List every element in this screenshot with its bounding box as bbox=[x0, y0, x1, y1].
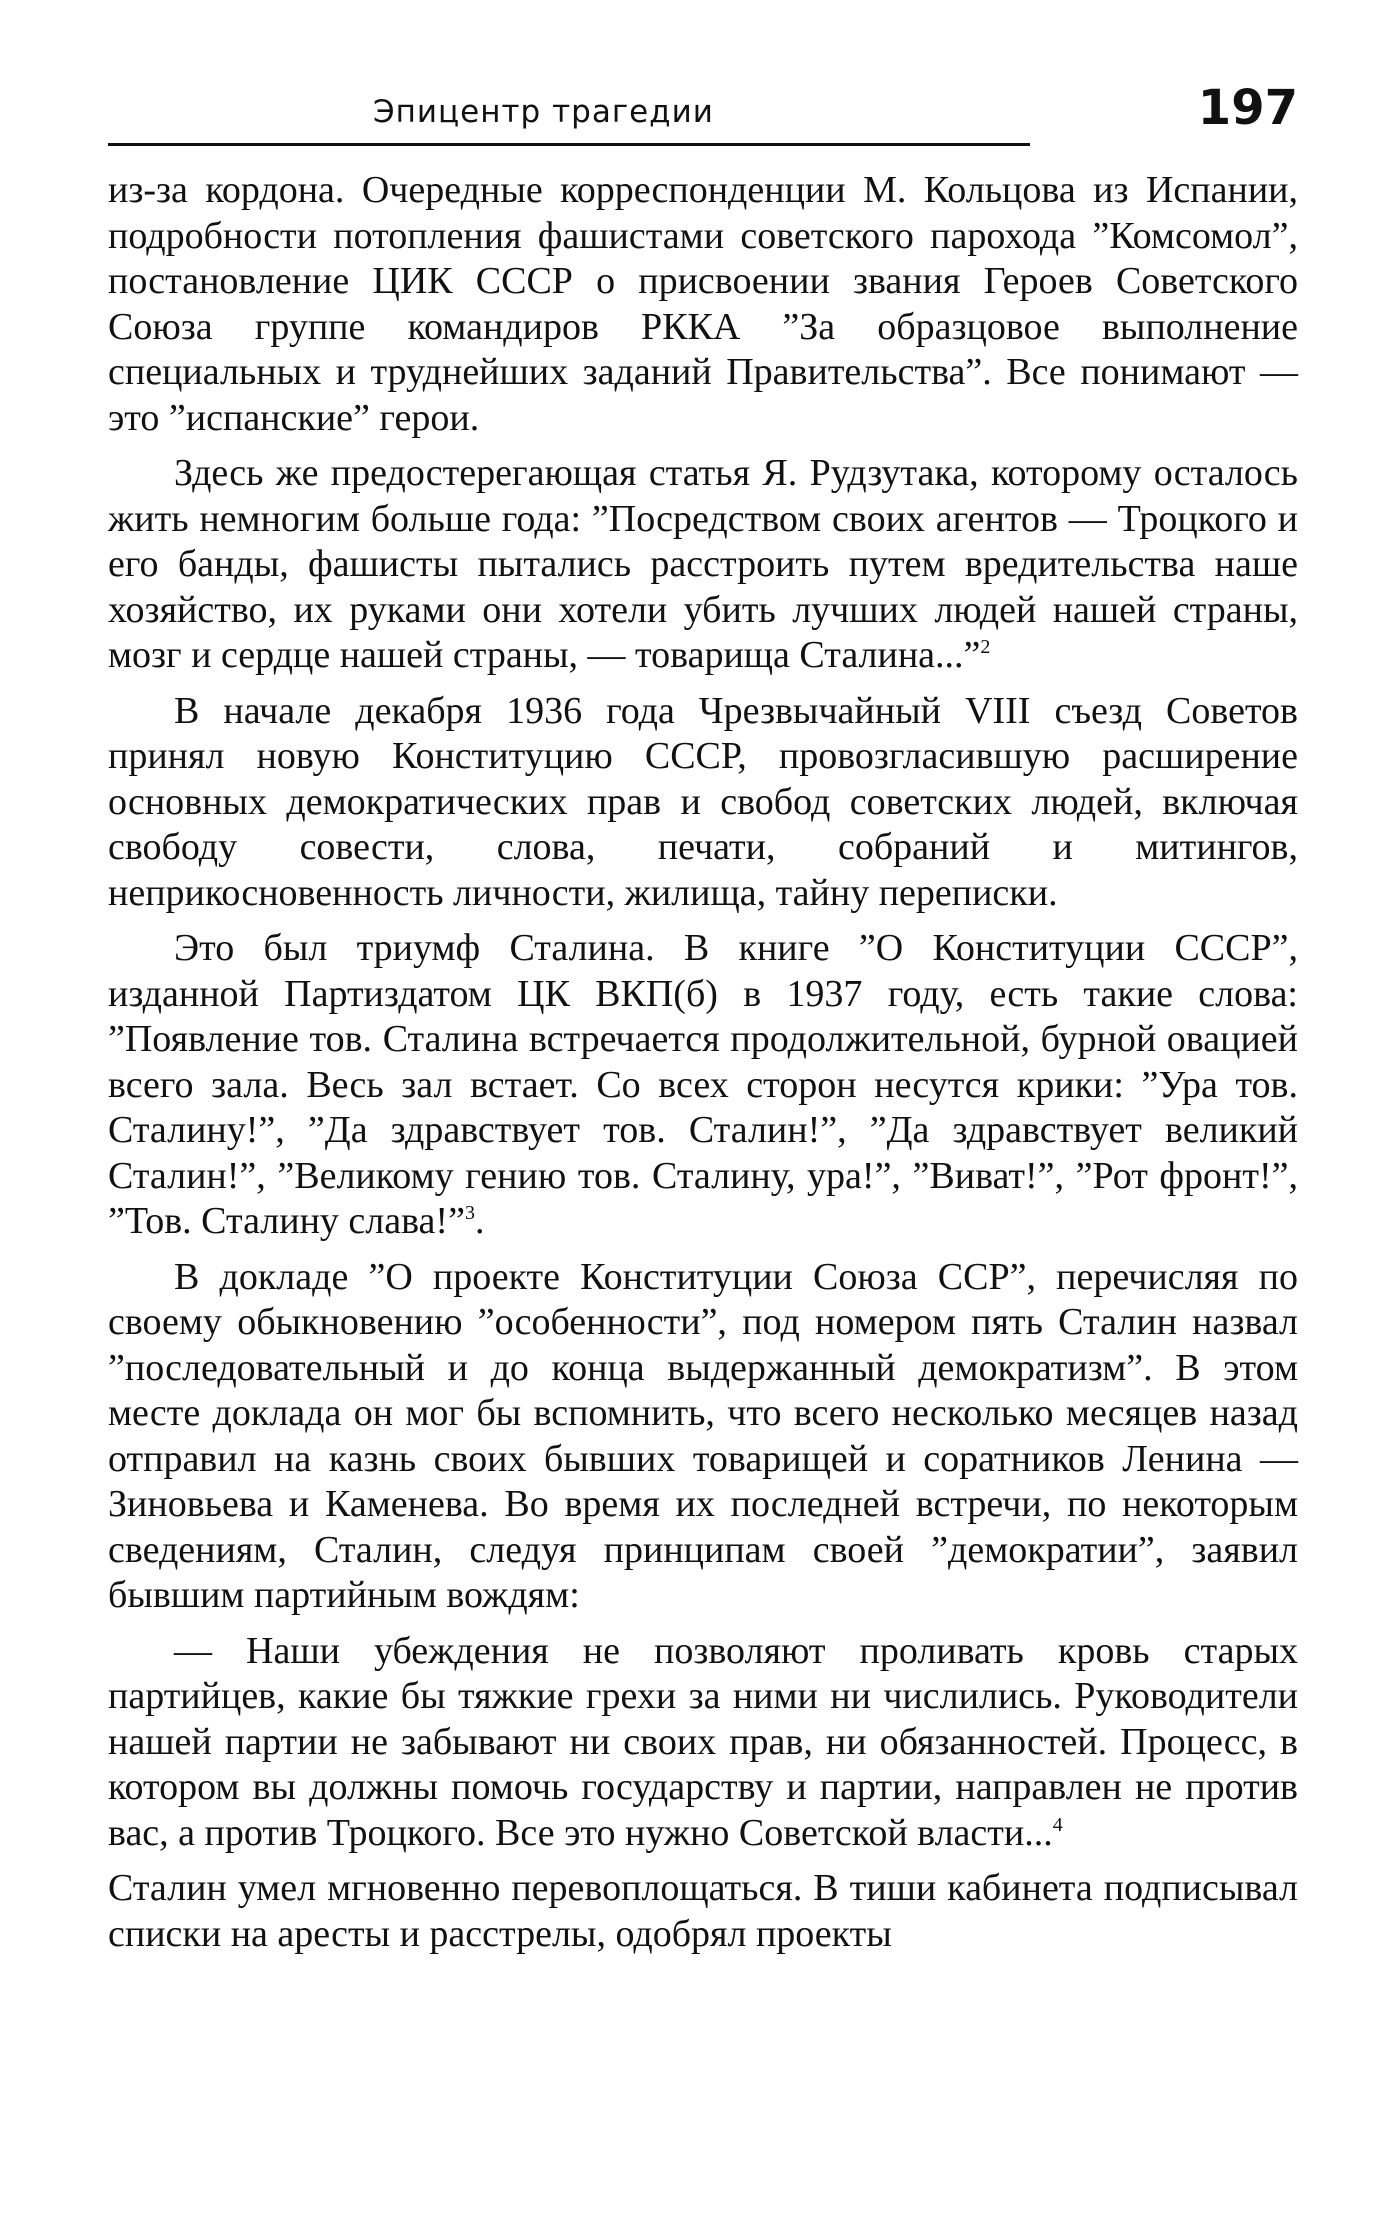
paragraph-4 bbox=[108, 926, 1298, 1245]
paragraph-3 bbox=[108, 689, 1298, 917]
book-page bbox=[108, 80, 1298, 1967]
paragraph-2 bbox=[108, 451, 1298, 679]
paragraph-text: из-за кордона. Очередные корреспонденции М. Кольцова из Испании, подробности потопления фашистами советского парохода ”Комсомол”, постановление ЦИК СССР о присвоении звания Героев Советского Союза группе командиров РККА ”За образцовое выполнение специальных и труднейших заданий Правительства”. Все понимают — это ”испанские” герои. bbox=[108, 169, 1298, 439]
paragraph-text: — Наши убеждения не позволяют проливать кровь старых партийцев, какие бы тяжкие грехи за ними ни числились. Руководители нашей партии не забывают ни своих прав, ни обязанностей. Процесс, в котором вы должны помочь государству и партии, направлен не против вас, а против Троцкого. Все это нужно Советской власти... bbox=[108, 1629, 1298, 1854]
paragraph-text: В докладе ”О проекте Конституции Союза ССР”, перечисляя по своему обыкновению ”особенности”, под номером пять Сталин назвал ”последовательный и до конца выдержанный демократизм”. В этом месте доклада он мог бы вспомнить, что всего несколько месяцев назад отправил на казнь своих бывших товарищей и соратников Ленина — Зиновьева и Каменева. Во время их последней встречи, по некоторым сведениям, Сталин, следуя принципам своей ”демократии”, заявил бывшим партийным вождям: bbox=[108, 1255, 1298, 1616]
page-number: 197 bbox=[1197, 80, 1298, 136]
paragraph-text: Это был триумф Сталина. В книге ”О Конституции СССР”, изданной Партиздатом ЦК ВКП(б) в 1937 году, есть такие слова: ”Появление тов. Сталина встречается продолжительной, бурной овацией всего зала. Весь зал встает. Со всех сторон несутся крики: ”Ура тов. Сталину!”, ”Да здравствует тов. Сталин!”, ”Да здравствует великий Сталин!”, ”Великому гению тов. Сталину, ура!”, ”Виват!”, ”Рот фронт!”, ”Тов. Сталину слава!” bbox=[108, 927, 1298, 1242]
footnote-ref: 3 bbox=[464, 1202, 475, 1224]
running-title: Эпицентр трагедии bbox=[373, 94, 714, 130]
paragraph-text: Сталин умел мгновенно перевоплощаться. В тиши кабинета подписывал списки на аресты и расстрелы, одобрял проекты bbox=[108, 1867, 1298, 1955]
paragraph-6 bbox=[108, 1629, 1298, 1857]
footnote-ref: 2 bbox=[980, 636, 991, 658]
paragraph-text: В начале декабря 1936 года Чрезвычайный VIII съезд Советов принял новую Конституцию СССР, провозгласившую расширение основных демократических прав и свобод советских людей, включая свободу совести, слова, печати, собраний и митингов, неприкосновенность личности, жилища, тайну переписки. bbox=[108, 689, 1298, 914]
paragraph-trail: . bbox=[474, 1200, 485, 1242]
footnote-ref: 4 bbox=[1052, 1813, 1063, 1836]
body-text bbox=[108, 168, 1298, 1957]
paragraph-1 bbox=[108, 168, 1298, 441]
header-rule bbox=[108, 143, 1030, 146]
paragraph-7 bbox=[108, 1866, 1298, 1957]
paragraph-5 bbox=[108, 1255, 1298, 1619]
paragraph-text: Здесь же предостерегающая статья Я. Рудзутака, которому осталось жить немногим больше года: ”Посредством своих агентов — Троцкого и его банды, фашисты пытались расстроить путем вредительства наше хозяйство, их руками они хотели убить лучших людей нашей страны, мозг и сердце нашей страны, — товарища Сталина...” bbox=[108, 452, 1298, 676]
page-header bbox=[108, 80, 1298, 154]
